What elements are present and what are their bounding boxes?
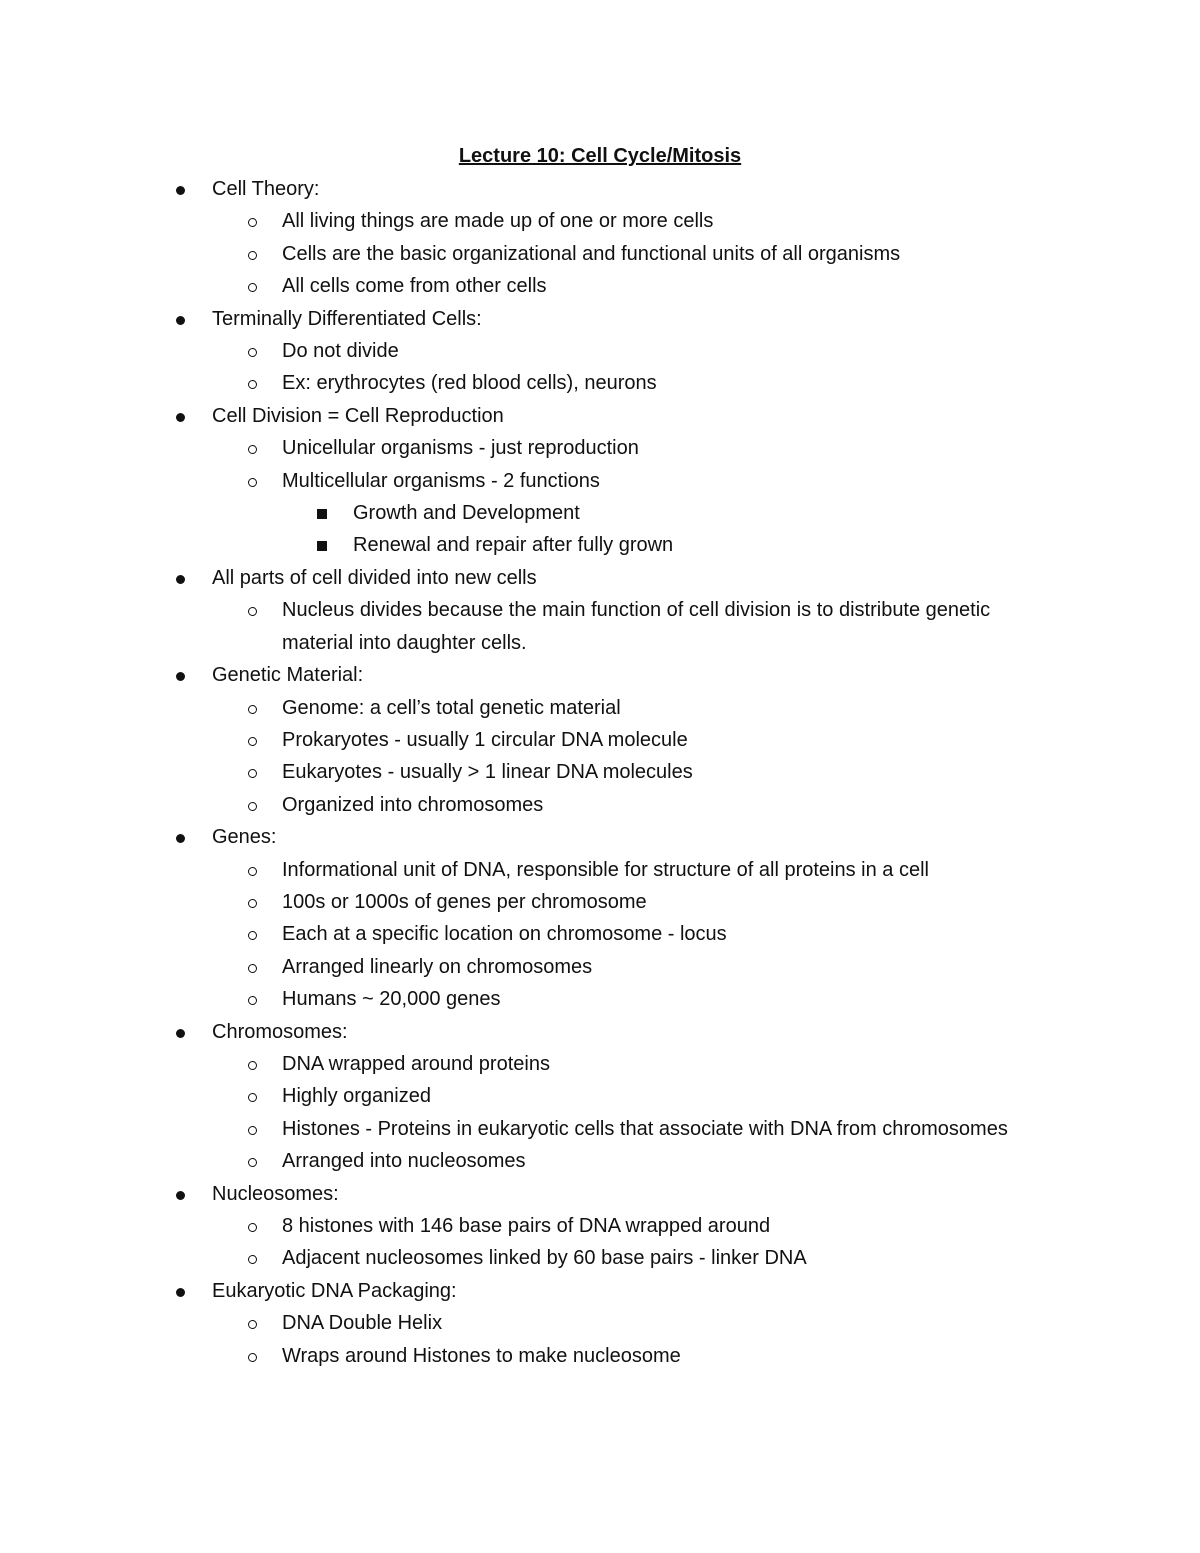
- hollow-circle-bullet-icon: [248, 886, 257, 918]
- hollow-circle-bullet-icon: [248, 789, 257, 821]
- list-item-level-2: [0, 951, 1062, 983]
- list-item-text: Humans ~ 20,000 genes: [282, 988, 501, 1011]
- hollow-circle-icon: [248, 899, 257, 908]
- list-item-text: Multicellular organisms - 2 functions: [282, 469, 600, 492]
- filled-circle-bullet-icon: [176, 1178, 185, 1210]
- hollow-circle-bullet-icon: [248, 205, 257, 237]
- list-item-text: Ex: erythrocytes (red blood cells), neurons: [282, 372, 657, 395]
- hollow-circle-bullet-icon: [248, 238, 257, 270]
- hollow-circle-bullet-icon: [248, 1307, 257, 1339]
- hollow-circle-bullet-icon: [248, 1340, 257, 1372]
- hollow-circle-bullet-icon: [248, 1242, 257, 1274]
- hollow-circle-bullet-icon: [248, 1080, 257, 1112]
- hollow-circle-bullet-icon: [248, 756, 257, 788]
- list-item-level-2: [0, 465, 1062, 497]
- hollow-circle-bullet-icon: [248, 983, 257, 1015]
- list-item-text: All cells come from other cells: [282, 275, 547, 298]
- filled-circle-icon: [176, 834, 185, 843]
- list-item-level-2: [0, 1210, 1062, 1242]
- list-item-text: Nucleosomes:: [212, 1182, 339, 1205]
- hollow-circle-bullet-icon: [248, 692, 257, 724]
- hollow-circle-icon: [248, 607, 257, 616]
- hollow-circle-icon: [248, 737, 257, 746]
- hollow-circle-bullet-icon: [248, 465, 257, 497]
- list-item-text: Arranged linearly on chromosomes: [282, 955, 593, 978]
- list-item-text: Chromosomes:: [212, 1020, 348, 1043]
- list-item-level-1: [0, 1016, 1112, 1048]
- hollow-circle-bullet-icon: [248, 951, 257, 983]
- filled-circle-icon: [176, 186, 185, 195]
- list-item-level-2: [0, 1340, 1062, 1372]
- hollow-circle-icon: [248, 964, 257, 973]
- hollow-circle-bullet-icon: [248, 367, 257, 399]
- list-item-text: Organized into chromosomes: [282, 793, 544, 816]
- hollow-circle-icon: [248, 931, 257, 940]
- filled-circle-bullet-icon: [176, 562, 185, 594]
- hollow-circle-bullet-icon: [248, 918, 257, 950]
- list-item-text: DNA Double Helix: [282, 1312, 443, 1335]
- list-item-level-2: [0, 1113, 1062, 1145]
- filled-square-icon: [317, 509, 327, 519]
- list-item-level-1: [0, 659, 1112, 691]
- filled-circle-bullet-icon: [176, 1016, 185, 1048]
- hollow-circle-icon: [248, 283, 257, 292]
- list-item-level-2: [0, 789, 1062, 821]
- list-item-text: Histones - Proteins in eukaryotic cells that associate with DNA from chromosomes: [282, 1117, 1008, 1140]
- list-item-text: Growth and Development: [353, 502, 580, 525]
- filled-circle-bullet-icon: [176, 1275, 185, 1307]
- filled-square-icon: [317, 541, 327, 551]
- list-item-text: Genome: a cell’s total genetic material: [282, 696, 621, 719]
- hollow-circle-bullet-icon: [248, 854, 257, 886]
- list-item-level-1: [0, 1275, 1112, 1307]
- list-item-text: Cell Theory:: [212, 178, 320, 200]
- list-item-text: Eukaryotes - usually > 1 linear DNA molecules: [282, 761, 693, 784]
- hollow-circle-bullet-icon: [248, 1113, 257, 1145]
- hollow-circle-bullet-icon: [248, 270, 257, 302]
- hollow-circle-icon: [248, 251, 257, 260]
- list-item-level-2: [0, 1048, 1062, 1080]
- list-item-level-2: [0, 205, 1062, 237]
- list-item-level-2: [0, 335, 1062, 367]
- list-item-level-2: [0, 1307, 1062, 1339]
- list-item-level-2: [0, 1242, 1062, 1274]
- list-item-text: All living things are made up of one or more cells: [282, 210, 714, 233]
- list-item-text: Eukaryotic DNA Packaging:: [212, 1279, 457, 1302]
- filled-circle-icon: [176, 672, 185, 681]
- list-item-level-1: [0, 1178, 1112, 1210]
- hollow-circle-icon: [248, 478, 257, 487]
- filled-circle-icon: [176, 1191, 185, 1200]
- list-item-text: Terminally Differentiated Cells:: [212, 307, 482, 330]
- hollow-circle-bullet-icon: [248, 432, 257, 464]
- filled-circle-icon: [176, 1288, 185, 1297]
- list-item-text: Wraps around Histones to make nucleosome: [282, 1344, 681, 1367]
- list-item-text: Cells are the basic organizational and functional units of all organisms: [282, 242, 901, 265]
- list-item-level-1: [0, 562, 1112, 594]
- hollow-circle-icon: [248, 1093, 257, 1102]
- hollow-circle-icon: [248, 1126, 257, 1135]
- list-item-level-2: [0, 594, 1062, 659]
- list-item-level-2: [0, 983, 1062, 1015]
- hollow-circle-bullet-icon: [248, 594, 257, 626]
- list-item-text: Renewal and repair after fully grown: [353, 534, 674, 557]
- list-item-text: Genes:: [212, 826, 277, 849]
- list-item-text: Prokaryotes - usually 1 circular DNA molecule: [282, 728, 688, 751]
- list-item-text: Arranged into nucleosomes: [282, 1150, 526, 1173]
- hollow-circle-icon: [248, 1320, 257, 1329]
- list-item-text: Each at a specific location on chromosome - locus: [282, 923, 727, 946]
- hollow-circle-icon: [248, 867, 257, 876]
- hollow-circle-icon: [248, 1353, 257, 1362]
- list-item-text: All parts of cell divided into new cells: [212, 566, 537, 589]
- list-item-level-2: [0, 724, 1062, 756]
- hollow-circle-bullet-icon: [248, 724, 257, 756]
- list-item-text: DNA wrapped around proteins: [282, 1052, 550, 1075]
- hollow-circle-bullet-icon: [248, 1145, 257, 1177]
- list-item-text: Highly organized: [282, 1085, 431, 1108]
- hollow-circle-bullet-icon: [248, 1048, 257, 1080]
- list-item-level-3: [0, 497, 1073, 529]
- filled-circle-bullet-icon: [176, 821, 185, 853]
- list-item-level-2: [0, 270, 1062, 302]
- list-item-level-2: [0, 886, 1062, 918]
- list-item-level-2: [0, 432, 1062, 464]
- list-item-level-2: [0, 756, 1062, 788]
- hollow-circle-icon: [248, 1255, 257, 1264]
- filled-square-bullet-icon: [317, 529, 327, 561]
- list-item-level-2: [0, 918, 1062, 950]
- hollow-circle-bullet-icon: [248, 335, 257, 367]
- list-item-level-1: [0, 821, 1112, 853]
- filled-circle-bullet-icon: [176, 659, 185, 691]
- hollow-circle-icon: [248, 348, 257, 357]
- list-item-text: Do not divide: [282, 340, 399, 363]
- hollow-circle-bullet-icon: [248, 1210, 257, 1242]
- hollow-circle-icon: [248, 218, 257, 227]
- list-item-text: Cell Division = Cell Reproduction: [212, 404, 504, 427]
- list-item-text: 100s or 1000s of genes per chromosome: [282, 890, 647, 913]
- hollow-circle-icon: [248, 380, 257, 389]
- hollow-circle-icon: [248, 1061, 257, 1070]
- hollow-circle-icon: [248, 1223, 257, 1232]
- list-item-text: Informational unit of DNA, responsible for structure of all proteins in a cell: [282, 858, 929, 881]
- list-item-level-1: [0, 400, 1112, 432]
- list-item-text: 8 histones with 146 base pairs of DNA wrapped around: [282, 1215, 771, 1237]
- hollow-circle-icon: [248, 1158, 257, 1167]
- list-item-level-2: [0, 854, 1062, 886]
- filled-circle-bullet-icon: [176, 303, 185, 335]
- hollow-circle-icon: [248, 996, 257, 1005]
- list-item-level-2: [0, 367, 1062, 399]
- list-item-text: Unicellular organisms - just reproduction: [282, 437, 639, 460]
- list-item-level-3: [0, 529, 1073, 561]
- list-item-level-1: [0, 303, 1112, 335]
- hollow-circle-icon: [248, 769, 257, 778]
- filled-circle-bullet-icon: [176, 400, 185, 432]
- filled-circle-icon: [176, 316, 185, 325]
- list-item-level-1: [0, 173, 1112, 205]
- list-item-level-2: [0, 1145, 1062, 1177]
- bullet-list: [0, 173, 1200, 1372]
- filled-circle-bullet-icon: [176, 173, 185, 205]
- filled-circle-icon: [176, 413, 185, 422]
- document-title: Lecture 10: Cell Cycle/Mitosis: [458, 145, 742, 167]
- filled-square-bullet-icon: [317, 497, 327, 529]
- hollow-circle-icon: [248, 445, 257, 454]
- list-item-level-2: [0, 238, 1062, 270]
- filled-circle-icon: [176, 575, 185, 584]
- list-item-level-2: [0, 1080, 1062, 1112]
- list-item-text: Adjacent nucleosomes linked by 60 base pairs - linker DNA: [282, 1247, 807, 1270]
- hollow-circle-icon: [248, 802, 257, 811]
- list-item-text: Nucleus divides because the main function of cell division is to distribute genetic material into daughter cells.: [282, 599, 991, 654]
- hollow-circle-icon: [248, 705, 257, 714]
- list-item-level-2: [0, 692, 1062, 724]
- filled-circle-icon: [176, 1029, 185, 1038]
- list-item-text: Genetic Material:: [212, 664, 364, 687]
